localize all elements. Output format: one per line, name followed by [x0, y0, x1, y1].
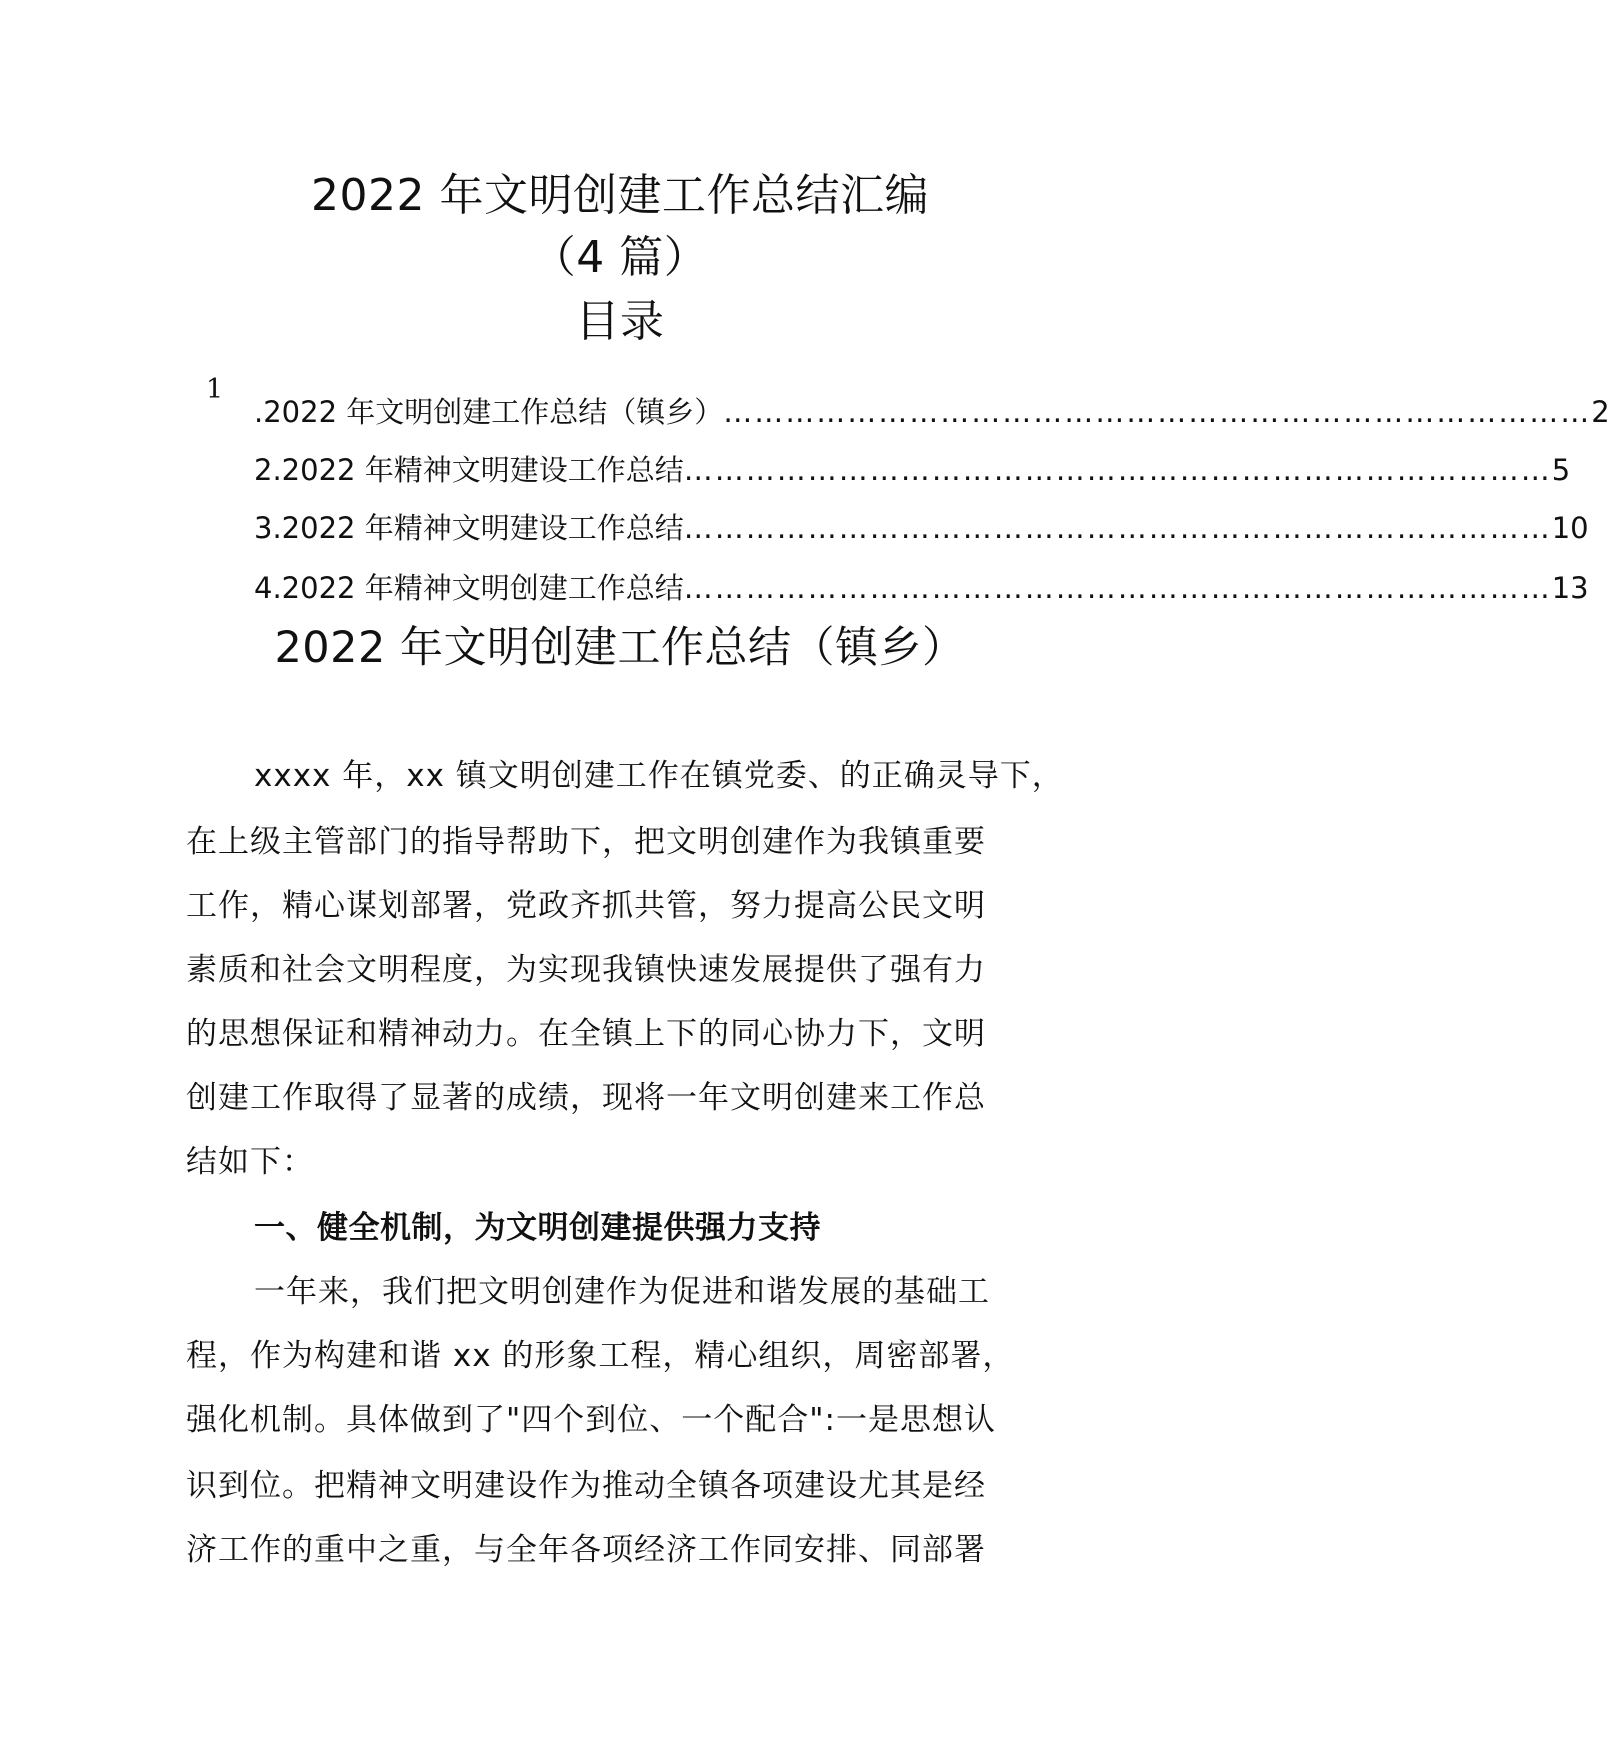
toc-entry-2[interactable] — [254, 450, 1571, 490]
toc-leader-dots: ………………………………………………………………………… — [723, 395, 1592, 429]
paragraph-2-line: 程，作为构建和谐 xx 的形象工程，精心组织，周密部署， — [186, 1338, 1015, 1374]
toc-entry-text: 4.2022 年精神文明创建工作总结 — [254, 571, 684, 605]
paragraph-1-line: 创建工作取得了显著的成绩，现将一年文明创建来工作总 — [186, 1080, 986, 1116]
toc-entry-page: 13 — [1551, 571, 1589, 605]
toc-entry-text: 3.2022 年精神文明建设工作总结 — [254, 511, 684, 545]
toc-entry-page: 5 — [1551, 453, 1571, 487]
paragraph-2-line: 一年来，我们把文明创建作为促进和谐发展的基础工 — [254, 1274, 990, 1310]
paragraph-2-line: 济工作的重中之重，与全年各项经济工作同安排、同部署 — [186, 1532, 986, 1568]
document-title: 2022 年文明创建工作总结汇编 — [311, 170, 929, 221]
toc-entry-1[interactable] — [254, 392, 1610, 432]
paragraph-1-line: 结如下： — [186, 1144, 314, 1180]
toc-leader-dots: ………………………………………………………………………… — [683, 511, 1552, 545]
paragraph-1-line: 的思想保证和精神动力。在全镇上下的同心协力下，文明 — [186, 1016, 986, 1052]
paragraph-2-line: 强化机制。具体做到了"四个到位、一个配合":一是思想认 — [186, 1402, 996, 1438]
toc-entry-page: 2 — [1591, 395, 1610, 429]
toc-entry-3[interactable] — [254, 508, 1589, 548]
toc-heading: 目录 — [575, 296, 665, 347]
toc-leader-dots: ………………………………………………………………………… — [683, 571, 1552, 605]
toc-entry-page: 10 — [1551, 511, 1589, 545]
toc-entry-text: .2022 年文明创建工作总结（镇乡） — [254, 395, 724, 429]
section-1-heading: 一、健全机制，为文明创建提供强力支持 — [254, 1210, 821, 1246]
paragraph-1-line: 在上级主管部门的指导帮助下，把文明创建作为我镇重要 — [186, 824, 986, 860]
toc-entry-text: 2.2022 年精神文明建设工作总结 — [254, 453, 684, 487]
document-subtitle: （4 篇） — [531, 232, 709, 283]
toc-first-number: 1 — [206, 374, 224, 405]
toc-entry-4[interactable] — [254, 568, 1589, 608]
paragraph-1-line: 工作，精心谋划部署，党政齐抓共管，努力提高公民文明 — [186, 888, 986, 924]
paragraph-2-line: 识到位。把精神文明建设作为推动全镇各项建设尤其是经 — [186, 1468, 986, 1504]
paragraph-1-line: xxxx 年，xx 镇文明创建工作在镇党委、的正确灵导下， — [254, 758, 1064, 794]
toc-leader-dots: ………………………………………………………………………… — [683, 453, 1552, 487]
paragraph-1-line: 素质和社会文明程度，为实现我镇快速发展提供了强有力 — [186, 952, 986, 988]
article-title: 2022 年文明创建工作总结（镇乡） — [274, 623, 966, 673]
